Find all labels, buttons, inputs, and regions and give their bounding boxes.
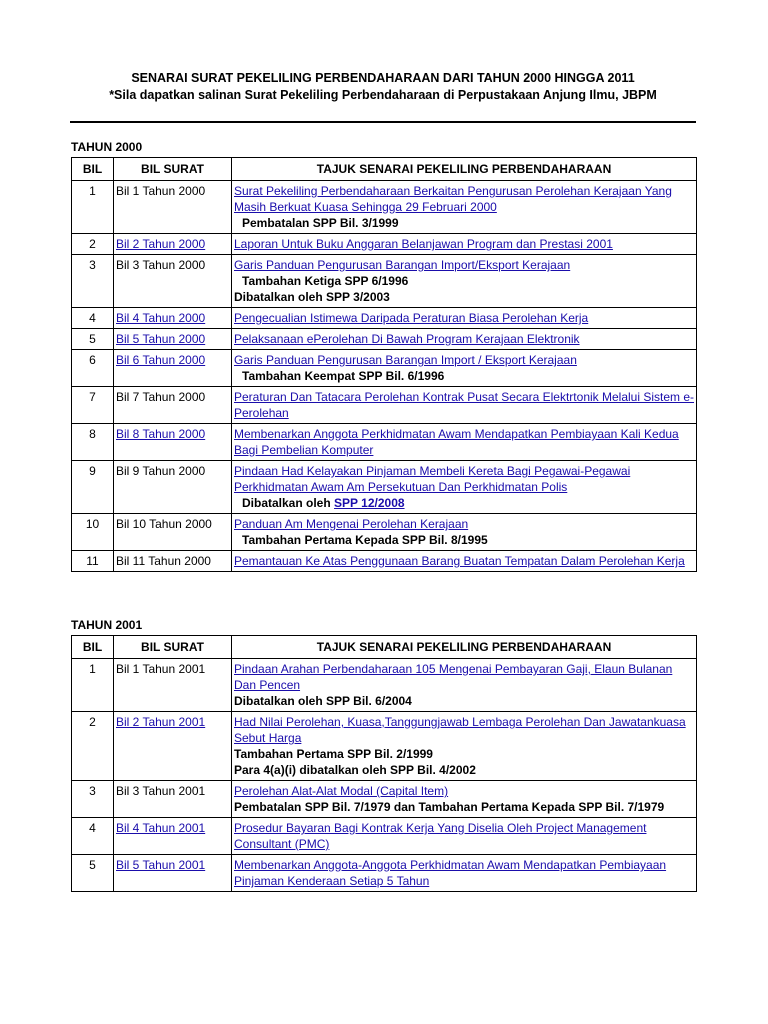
tajuk-cell [232,308,697,329]
tajuk-cell [232,781,697,818]
tajuk-cell [232,712,697,781]
bil-surat-text: Bil 3 Tahun 2001 [116,784,206,798]
document-header [70,70,696,104]
circular-note [234,289,694,305]
row-number: 7 [72,387,114,424]
bil-surat-cell [114,514,232,551]
bil-surat-text: Bil 3 Tahun 2000 [116,258,206,272]
table-header-row [72,158,697,181]
section-tahun-2001 [71,618,697,892]
bil-surat-link[interactable]: Bil 2 Tahun 2000 [116,237,206,251]
circular-title-link[interactable]: Pengecualian Istimewa Daripada Peraturan Biasa Perolehan Kerja [234,311,589,325]
table-row [72,350,697,387]
row-number: 1 [72,181,114,234]
note-text: Dibatalkan oleh [242,496,335,510]
row-number: 5 [72,855,114,892]
note-text: Tambahan Pertama Kepada SPP Bil. 8/1995 [242,533,488,547]
section-tahun-2000 [71,140,697,572]
bil-surat-cell [114,329,232,350]
circular-note [234,746,694,762]
table-row [72,855,697,892]
circular-note [234,215,694,231]
column-header-bil: BIL [72,636,114,659]
row-number: 9 [72,461,114,514]
bil-surat-link[interactable]: Bil 5 Tahun 2000 [116,332,206,346]
table-row [72,308,697,329]
column-header-tajuk: TAJUK SENARAI PEKELILING PERBENDAHARAAN [232,636,697,659]
note-text: Dibatalkan oleh SPP 3/2003 [234,290,390,304]
circular-title-link[interactable]: Surat Pekeliling Perbendaharaan Berkaitan Pengurusan Perolehan Kerajaan Yang Masih Berkuat Kuasa Sehingga 29 Februari 2000 [234,184,672,214]
circular-title-link[interactable]: Pindaan Had Kelayakan Pinjaman Membeli Kereta Bagi Pegawai-Pegawai Perkhidmatan Awam Am Persekutuan Dan Perkhidmatan Polis [234,464,631,494]
bil-surat-cell [114,855,232,892]
row-number: 3 [72,781,114,818]
circular-title-link[interactable]: Laporan Untuk Buku Anggaran Belanjawan Program dan Prestasi 2001 [234,237,613,251]
note-text: Tambahan Keempat SPP Bil. 6/1996 [242,369,445,383]
row-number: 4 [72,308,114,329]
circular-title-link[interactable]: Pindaan Arahan Perbendaharaan 105 Mengenai Pembayaran Gaji, Elaun Bulanan Dan Pencen [234,662,673,692]
note-text: Pembatalan SPP Bil. 7/1979 dan Tambahan Pertama Kepada SPP Bil. 7/1979 [234,800,665,814]
column-header-tajuk: TAJUK SENARAI PEKELILING PERBENDAHARAAN [232,158,697,181]
tajuk-cell [232,255,697,308]
circular-title-link[interactable]: Had Nilai Perolehan, Kuasa,Tanggungjawab Lembaga Perolehan Dan Jawatankuasa Sebut Harga [234,715,686,745]
circular-note [234,368,694,384]
bil-surat-cell [114,181,232,234]
bil-surat-cell [114,659,232,712]
bil-surat-text: Bil 1 Tahun 2001 [116,662,206,676]
row-number: 2 [72,234,114,255]
bil-surat-text: Bil 10 Tahun 2000 [116,517,212,531]
column-header-bil-surat: BIL SURAT [114,636,232,659]
tajuk-cell [232,234,697,255]
bil-surat-text: Bil 1 Tahun 2000 [116,184,206,198]
circular-title-link[interactable]: Peraturan Dan Tatacara Perolehan Kontrak Pusat Secara Elektrtonik Melalui Sistem e-Perolehan [234,390,695,420]
tajuk-cell [232,329,697,350]
note-text: Para 4(a)(i) dibatalkan oleh SPP Bil. 4/2002 [234,763,476,777]
column-header-bil-surat: BIL SURAT [114,158,232,181]
bil-surat-cell [114,387,232,424]
circular-note [234,532,694,548]
bil-surat-cell [114,308,232,329]
bil-surat-text: Bil 7 Tahun 2000 [116,390,206,404]
table-row [72,818,697,855]
circular-title-link[interactable]: Pelaksanaan ePerolehan Di Bawah Program Kerajaan Elektronik [234,332,580,346]
header-divider [70,121,696,123]
table-header-row [72,636,697,659]
table-row [72,234,697,255]
bil-surat-text: Bil 11 Tahun 2000 [116,554,211,568]
bil-surat-link[interactable]: Bil 8 Tahun 2000 [116,427,206,441]
table-row [72,181,697,234]
column-header-bil: BIL [72,158,114,181]
note-text: Tambahan Pertama SPP Bil. 2/1999 [234,747,433,761]
note-text: Dibatalkan oleh SPP Bil. 6/2004 [234,694,412,708]
bil-surat-cell [114,350,232,387]
bil-surat-text: Bil 9 Tahun 2000 [116,464,206,478]
bil-surat-cell [114,818,232,855]
bil-surat-link[interactable]: Bil 6 Tahun 2000 [116,353,206,367]
row-number: 3 [72,255,114,308]
tajuk-cell [232,461,697,514]
table-row [72,387,697,424]
table-row [72,551,697,572]
bil-surat-link[interactable]: Bil 4 Tahun 2001 [116,821,206,835]
bil-surat-cell [114,461,232,514]
row-number: 4 [72,818,114,855]
circular-title-link[interactable]: Prosedur Bayaran Bagi Kontrak Kerja Yang Diselia Oleh Project Management Consultant (PMC) [234,821,647,851]
tajuk-cell [232,659,697,712]
tajuk-cell [232,424,697,461]
circular-note [234,273,694,289]
bil-surat-cell [114,424,232,461]
tajuk-cell [232,514,697,551]
row-number: 6 [72,350,114,387]
circular-title-link[interactable]: Pemantauan Ke Atas Penggunaan Barang Buatan Tempatan Dalam Perolehan Kerja [234,554,685,568]
circular-note [234,799,694,815]
tajuk-cell [232,181,697,234]
tajuk-cell [232,551,697,572]
note-reference-link[interactable]: SPP 12/2008 [334,496,405,510]
section-title: TAHUN 2001 [71,618,143,632]
table-row [72,514,697,551]
tajuk-cell [232,855,697,892]
circular-table [71,157,697,572]
bil-surat-link[interactable]: Bil 4 Tahun 2000 [116,311,206,325]
bil-surat-cell [114,781,232,818]
circular-title-link[interactable]: Membenarkan Anggota Perkhidmatan Awam Mendapatkan Pembiayaan Kali Kedua Bagi Pembelian Komputer [234,427,679,457]
circular-title-link[interactable]: Panduan Am Mengenai Perolehan Kerajaan [234,517,469,531]
table-row [72,329,697,350]
circular-title-link[interactable]: Membenarkan Anggota-Anggota Perkhidmatan Awam Mendapatkan Pembiayaan Pinjaman Kenderaan Setiap 5 Tahun [234,858,667,888]
table-row [72,781,697,818]
circular-title-link[interactable]: Perolehan Alat-Alat Modal (Capital Item) [234,784,449,798]
circular-note [234,495,694,511]
bil-surat-link[interactable]: Bil 2 Tahun 2001 [116,715,206,729]
row-number: 10 [72,514,114,551]
row-number: 1 [72,659,114,712]
table-row [72,255,697,308]
row-number: 5 [72,329,114,350]
tajuk-cell [232,387,697,424]
table-row [72,712,697,781]
circular-table [71,635,697,892]
note-text: Tambahan Ketiga SPP 6/1996 [242,274,409,288]
section-title: TAHUN 2000 [71,140,143,154]
circular-note [234,693,694,709]
row-number: 11 [72,551,114,572]
tajuk-cell [232,350,697,387]
circular-title-link[interactable]: Garis Panduan Pengurusan Barangan Import/Eksport Kerajaan [234,258,571,272]
row-number: 8 [72,424,114,461]
circular-title-link[interactable]: Garis Panduan Pengurusan Barangan Import / Eksport Kerajaan [234,353,577,367]
note-text: Pembatalan SPP Bil. 3/1999 [242,216,399,230]
bil-surat-cell [114,712,232,781]
document-title: SENARAI SURAT PEKELILING PERBENDAHARAAN DARI TAHUN 2000 HINGGA 2011 [131,71,635,85]
bil-surat-link[interactable]: Bil 5 Tahun 2001 [116,858,206,872]
circular-note [234,762,694,778]
bil-surat-cell [114,234,232,255]
row-number: 2 [72,712,114,781]
document-subtitle: *Sila dapatkan salinan Surat Pekeliling Perbendaharaan di Perpustakaan Anjung Ilmu, JBPM [109,88,657,102]
table-row [72,461,697,514]
bil-surat-cell [114,255,232,308]
bil-surat-cell [114,551,232,572]
table-row [72,424,697,461]
table-row [72,659,697,712]
tajuk-cell [232,818,697,855]
